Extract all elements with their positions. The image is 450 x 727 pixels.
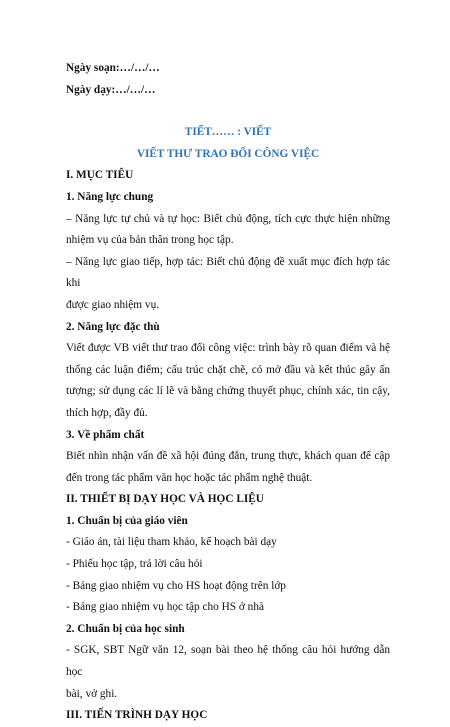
specific-competence-heading: 2. Năng lực đặc thù — [66, 320, 160, 333]
qualities-paragraph — [66, 446, 390, 489]
student-preparation-heading: 2. Chuẩn bị của học sinh — [66, 622, 185, 635]
general-competence-heading: 1. Năng lực chung — [66, 190, 154, 203]
list-item: - Bảng giao nhiệm vụ cho HS hoạt động trên lớp — [66, 579, 286, 592]
paragraph-line: Biết nhìn nhận vấn đề xã hội đúng đắn, trung thực, khách quan để cập — [66, 450, 390, 463]
paragraph-line: nhiệm vụ của bản thân trong học tập. — [66, 234, 234, 247]
student-preparation-paragraph — [66, 640, 390, 705]
paragraph-line: bài, vở ghi. — [66, 687, 118, 700]
paragraph-line: thống các luận điểm; cấu trúc chặt chẽ, có mở đầu và kết thúc gây ấn — [66, 363, 390, 376]
paragraph-line: – Năng lực giao tiếp, hợp tác: Biết chủ động đề xuất mục đích hợp tác khi — [66, 255, 390, 290]
section-equipment-heading: II. THIẾT BỊ DẠY HỌC VÀ HỌC LIỆU — [66, 493, 264, 506]
specific-competence-paragraph — [66, 338, 390, 424]
paragraph-line: thích hợp, đầy đủ. — [66, 406, 148, 419]
preparation-date: Ngày soạn:…/…/… — [66, 62, 160, 74]
section-objectives-heading: I. MỤC TIÊU — [66, 169, 134, 182]
paragraph-line: – Năng lực tự chủ và tự học: Biết chủ động, tích cực thực hiện những — [66, 212, 390, 225]
general-competence-paragraph-2 — [66, 252, 390, 317]
lesson-title-line1: TIẾT…… : VIẾT — [184, 126, 272, 139]
paragraph-line: tượng; sử dụng các lí lẽ và bằng chứng thuyết phục, chính xác, tin cậy, — [66, 385, 390, 398]
teaching-date: Ngày dạy:…/…/… — [66, 83, 156, 96]
paragraph-line: Viết được VB viết thư trao đổi công việc: trình bày rõ quan điểm và hệ — [66, 342, 390, 355]
list-item: - Giáo án, tài liệu tham khảo, kế hoạch bài dạy — [66, 536, 277, 549]
paragraph-line: được giao nhiệm vụ. — [66, 298, 160, 311]
list-item: - Bảng giao nhiệm vụ học tập cho HS ở nhà — [66, 601, 264, 614]
paragraph-line: - SGK, SBT Ngữ văn 12, soạn bài theo hệ thống câu hỏi hướng dẫn học — [66, 644, 390, 679]
teacher-preparation-heading: 1. Chuẩn bị của giáo viên — [66, 514, 188, 527]
general-competence-paragraph-1 — [66, 209, 390, 252]
qualities-heading: 3. Về phẩm chất — [66, 428, 145, 441]
lesson-title-line2: VIẾT THƯ TRAO ĐỔI CÔNG VIỆC — [136, 147, 320, 160]
list-item: - Phiếu học tập, trả lời câu hỏi — [66, 558, 203, 571]
paragraph-line: đến trong tác phẩm văn học hoặc tác phẩm nghệ thuật. — [66, 471, 313, 484]
section-procedure-heading: III. TIẾN TRÌNH DẠY HỌC — [66, 709, 208, 722]
